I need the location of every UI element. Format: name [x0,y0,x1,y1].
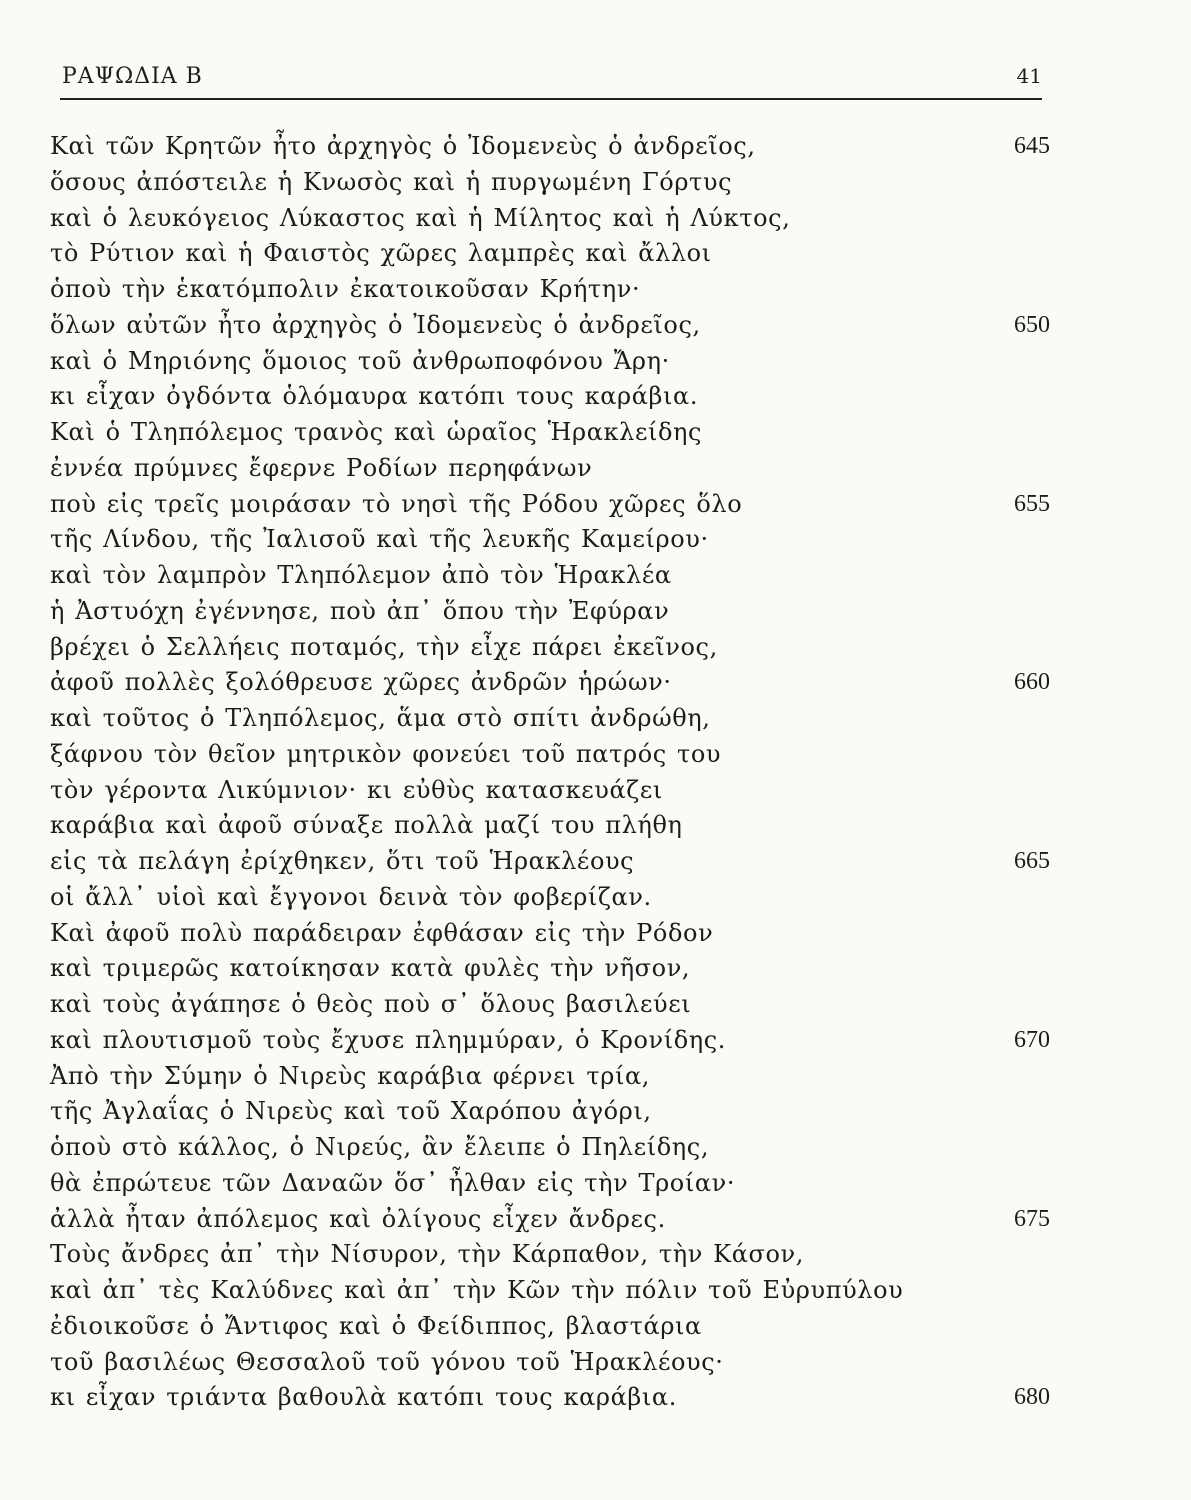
verse-line [50,736,1050,772]
verse-line [50,1201,1050,1237]
verse-text: ποὺ εἰς τρεῖς μοιράσαν τὸ νησὶ τῆς Ρόδου χῶρες ὅλο [50,489,743,518]
verse-line [50,164,1050,200]
verse-line [50,950,1050,986]
verse-text: ἡ Ἀστυόχη ἐγέννησε, ποὺ ἀπ᾿ ὅπου τὴν Ἐφύραν [50,596,670,625]
line-number: 655 [1014,490,1050,517]
verse-line [50,1236,1050,1272]
verse-text: ἐδιοικοῦσε ὁ Ἄντιφος καὶ ὁ Φείδιππος, βλαστάρια [50,1311,702,1340]
verse-text: τὸ Ρύτιον καὶ ἡ Φαιστὸς χῶρες λαμπρὲς καὶ ἄλλοι [50,239,712,268]
verse-line [50,414,1050,450]
verse-line [50,200,1050,236]
verse-text: καὶ τριμερῶς κατοίκησαν κατὰ φυλὲς τὴν νῆσον, [50,954,691,983]
verse-line [50,343,1050,379]
verse-text: ἐννέα πρύμνες ἔφερνε Ροδίων περηφάνων [50,453,593,482]
verse-line [50,557,1050,593]
verse-line [50,1272,1050,1308]
verse-text: ὅλων αὐτῶν ἦτο ἀρχηγὸς ὁ Ἰδομενεὺς ὁ ἀνδρεῖος, [50,310,701,339]
verse-text: τὸν γέροντα Λικύμνιον· κι εὐθὺς κατασκευάζει [50,775,663,804]
verse-text: τῆς Ἀγλαΐας ὁ Νιρεὺς καὶ τοῦ Χαρόπου ἀγόρι, [50,1097,652,1126]
page-number: 41 [1016,64,1042,88]
line-number: 675 [1014,1205,1050,1232]
verse-text: καὶ ὁ Μηριόνης ὅμοιος τοῦ ἀνθρωποφόνου Ἄρη· [50,346,670,375]
verse-text: βρέχει ὁ Σελλήεις ποταμός, τὴν εἶχε πάρει ἐκεῖνος, [50,632,718,661]
verse-line [50,450,1050,486]
verse-text: εἰς τὰ πελάγη ἐρίχθηκεν, ὅτι τοῦ Ἡρακλέους [50,847,635,875]
verse-line [50,879,1050,915]
verse-text: καὶ τοὺς ἀγάπησε ὁ θεὸς ποὺ σ᾿ ὅλους βασιλεύει [50,990,692,1018]
line-number: 650 [1014,311,1050,338]
verse-text: κι εἶχαν τριάντα βαθουλὰ κατόπι τους καράβια. [50,1383,677,1412]
verse-line [50,486,1050,522]
verse-text: οἱ ἄλλ᾿ υἱοὶ καὶ ἔγγονοι δεινὰ τὸν φοβερίζαν. [50,882,652,911]
verse-text: καράβια καὶ ἀφοῦ σύναξε πολλὰ μαζί του πλήθη [50,811,683,840]
verse-line [50,307,1050,343]
verse-line [50,1093,1050,1129]
verse-text: τοῦ βασιλέως Θεσσαλοῦ τοῦ γόνου τοῦ Ἡρακλέους· [50,1347,724,1376]
verse-text: ὁποὺ στὸ κάλλος, ὁ Νιρεύς, ἂν ἔλειπε ὁ Πηλείδης, [50,1133,710,1161]
verse-line [50,772,1050,808]
verse-text: καὶ πλουτισμοῦ τοὺς ἔχυσε πλημμύραν, ὁ Κρονίδης. [50,1025,727,1054]
verse-text: ὁποὺ τὴν ἑκατόμπολιν ἐκατοικοῦσαν Κρήτην· [50,275,641,303]
verse-line [50,664,1050,700]
verse-line [50,593,1050,629]
verse-line [50,915,1050,951]
line-number: 680 [1014,1384,1050,1411]
verse-text: καὶ ὁ λευκόγειος Λύκαστος καὶ ἡ Μίλητος καὶ ἡ Λύκτος, [50,203,791,232]
verse-line [50,986,1050,1022]
verse-text: ὅσους ἀπόστειλε ἡ Κνωσὸς καὶ ἡ πυργωμένη Γόρτυς [50,167,733,196]
verse-line [50,128,1050,164]
verse-text: καὶ τοῦτος ὁ Τληπόλεμος, ἅμα στὸ σπίτι ἀνδρώθη, [50,704,711,732]
verse-line [50,629,1050,665]
verse-line [50,1058,1050,1094]
verse-line [50,1129,1050,1165]
verse-text: Καὶ ἀφοῦ πολὺ παράδειραν ἐφθάσαν εἰς τὴν Ρόδον [50,918,714,947]
line-number: 665 [1014,848,1050,874]
line-number: 670 [1014,1026,1050,1053]
verse-line [50,700,1050,736]
verse-text: ξάφνου τὸν θεῖον μητρικὸν φονεύει τοῦ πατρός του [50,739,722,768]
verse-text: Τοὺς ἄνδρες ἀπ᾿ τὴν Νίσυρον, τὴν Κάρπαθον, τὴν Κάσον, [50,1240,804,1269]
verse-line [50,1308,1050,1344]
verse-text: Καὶ τῶν Κρητῶν ἦτο ἀρχηγὸς ὁ Ἰδομενεὺς ὁ ἀνδρεῖος, [50,132,756,160]
running-title: ΡΑΨΩΔΙΑ Β [62,64,203,89]
verse-line [50,807,1050,843]
verse-line [50,843,1050,879]
line-number: 645 [1014,133,1050,159]
verse-text: ἀφοῦ πολλὲς ξολόθρευσε χῶρες ἀνδρῶν ἡρώων· [50,668,672,697]
verse-text: θὰ ἐπρώτευε τῶν Δαναῶν ὅσ᾿ ἦλθαν εἰς τὴν Τροίαν· [50,1168,736,1197]
verse-line [50,1022,1050,1058]
verse-text: Ἀπὸ τὴν Σύμην ὁ Νιρεὺς καράβια φέρνει τρία, [50,1061,650,1090]
verse-line [50,521,1050,557]
verse-line [50,378,1050,414]
verse-line [50,1379,1050,1415]
verse-line [50,235,1050,271]
verse-text: ἀλλὰ ἦταν ἀπόλεμος καὶ ὀλίγους εἶχεν ἄνδρες. [50,1204,666,1233]
verse-line [50,271,1050,307]
verse-line [50,1165,1050,1201]
verse-text: κι εἶχαν ὀγδόντα ὁλόμαυρα κατόπι τους καράβια. [50,382,699,411]
verse-text: Καὶ ὁ Τληπόλεμος τρανὸς καὶ ὡραῖος Ἡρακλείδης [50,418,703,446]
verse-line [50,1344,1050,1380]
line-number: 660 [1014,669,1050,696]
verse-text: καὶ ἀπ᾿ τὲς Καλύδνες καὶ ἀπ᾿ τὴν Κῶν τὴν πόλιν τοῦ Εὐρυπύλου [50,1276,904,1304]
verse-text: τῆς Λίνδου, τῆς Ἰαλισοῦ καὶ τῆς λευκῆς Καμείρου· [50,525,709,554]
verse-text: καὶ τὸν λαμπρὸν Τληπόλεμον ἀπὸ τὸν Ἡρακλέα [50,561,672,589]
